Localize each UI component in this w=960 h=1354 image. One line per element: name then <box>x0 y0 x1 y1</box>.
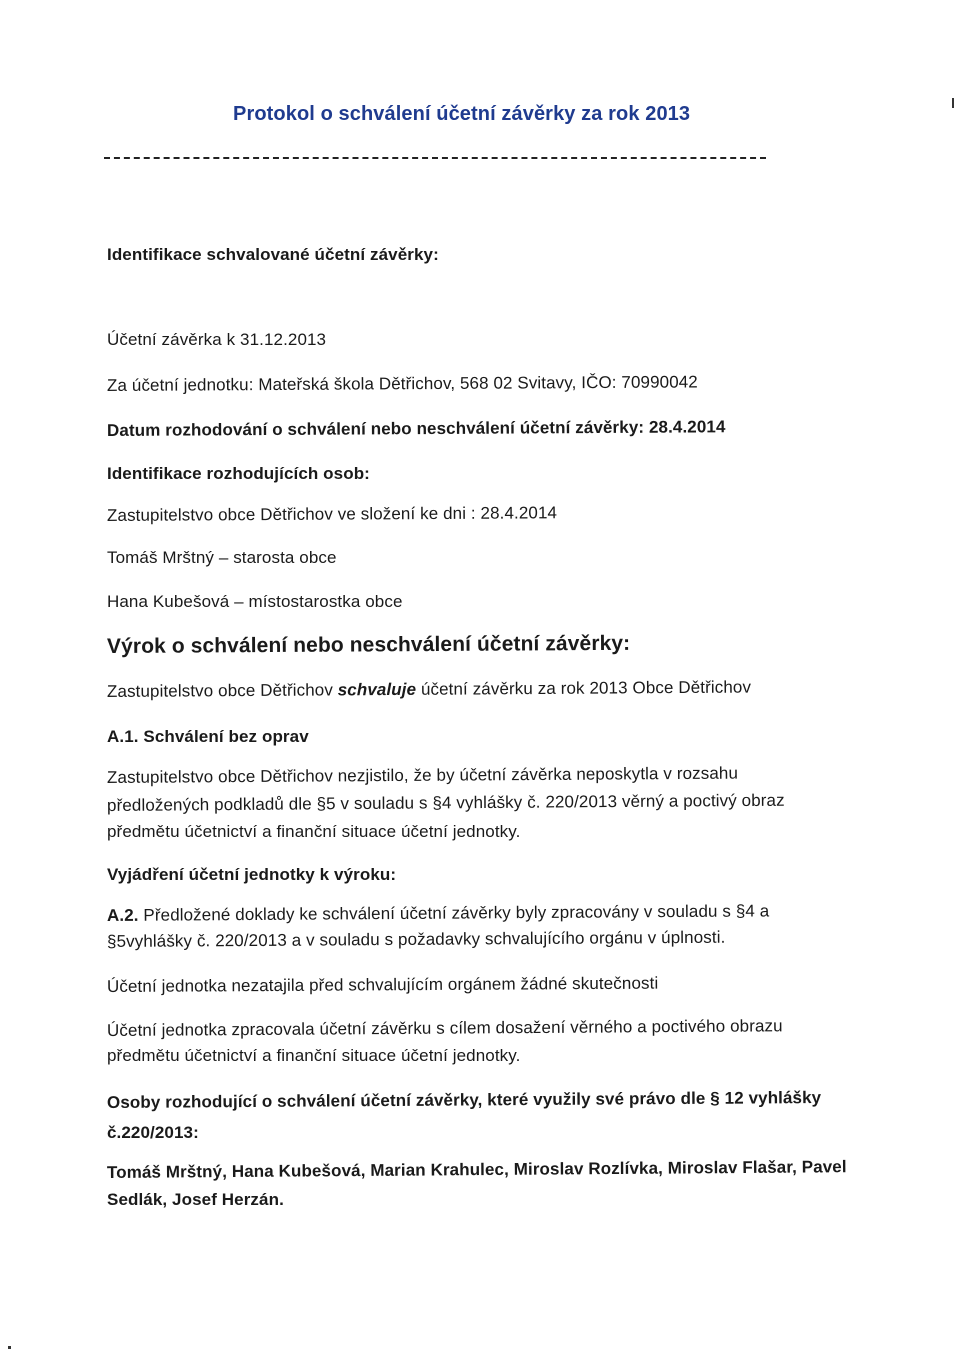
council-line: Zastupitelstvo obce Dětřichov ve složení ke dni : 28.4.2014 <box>106 503 558 525</box>
document-title: Protokol o schválení účetní závěrky za rok 2013 <box>233 103 691 125</box>
rights-heading-line-1: Osoby rozhodující o schválení účetní závěrky, které využily své právo dle § 12 vyhlášky <box>106 1088 822 1112</box>
prep-line-2: předmětu účetnictví a finanční situace účetní jednotky. <box>107 1046 521 1065</box>
a2-line-2: §5vyhlášky č. 220/2013 a v souladu s požadavky schvalujícího orgánu v úplnosti. <box>106 927 726 951</box>
persons-heading: Identifikace rozhodujících osob: <box>107 464 370 483</box>
verdict-prefix: Zastupitelstvo obce Dětřichov <box>106 680 338 701</box>
scan-speck <box>952 98 954 108</box>
scan-speck <box>8 1346 11 1349</box>
entity-line: Za účetní jednotku: Mateřská škola Dětřichov, 568 02 Svitavy, IČO: 70990042 <box>106 372 698 395</box>
dashed-separator <box>104 157 766 159</box>
a2-line-1-text: Předložené doklady ke schválení účetní závěrky byly zpracovány v souladu s §4 a <box>138 901 770 925</box>
names-line-2: Sedlák, Josef Herzán. <box>107 1190 284 1209</box>
fact-line: Účetní jednotka nezatajila před schvalujícím orgánem žádné skutečnosti <box>106 973 659 996</box>
a1-heading: A.1. Schválení bez oprav <box>107 727 309 746</box>
a1-line-3: předmětu účetnictví a finanční situace účetní jednotky. <box>107 822 521 841</box>
verdict-heading: Výrok o schválení nebo neschválení účetní závěrky: <box>106 631 631 658</box>
a1-line-1: Zastupitelstvo obce Dětřichov nezjistilo, že by účetní závěrka neposkytla v rozsahu <box>106 763 739 787</box>
decision-date-line: Datum rozhodování o schválení nebo neschválení účetní závěrky: 28.4.2014 <box>106 417 726 440</box>
closing-date-line: Účetní závěrka k 31.12.2013 <box>107 330 327 349</box>
a2-line-1 <box>107 901 769 926</box>
names-line-1: Tomáš Mrštný, Hana Kubešová, Marian Krahulec, Miroslav Rozlívka, Miroslav Flašar, Pavel <box>106 1157 847 1182</box>
verdict-emphasis: schvaluje <box>337 679 417 700</box>
statement-heading: Vyjádření účetní jednotky k výroku: <box>107 865 397 884</box>
identification-heading: Identifikace schvalované účetní závěrky: <box>107 245 439 264</box>
a1-line-2: předložených podkladů dle §5 v souladu s §4 vyhlášky č. 220/2013 věrný a poctivý obraz <box>106 790 785 815</box>
person-2: Hana Kubešová – místostarostka obce <box>107 592 403 611</box>
verdict-line <box>107 678 751 702</box>
verdict-suffix: účetní závěrku za rok 2013 Obce Dětřichov <box>416 677 752 699</box>
person-1: Tomáš Mrštný – starosta obce <box>107 548 337 567</box>
prep-line-1: Účetní jednotka zpracovala účetní závěrku s cílem dosažení věrného a poctivého obrazu <box>106 1016 783 1040</box>
rights-heading-line-2: č.220/2013: <box>107 1123 199 1142</box>
a2-label: A.2. <box>106 905 139 925</box>
